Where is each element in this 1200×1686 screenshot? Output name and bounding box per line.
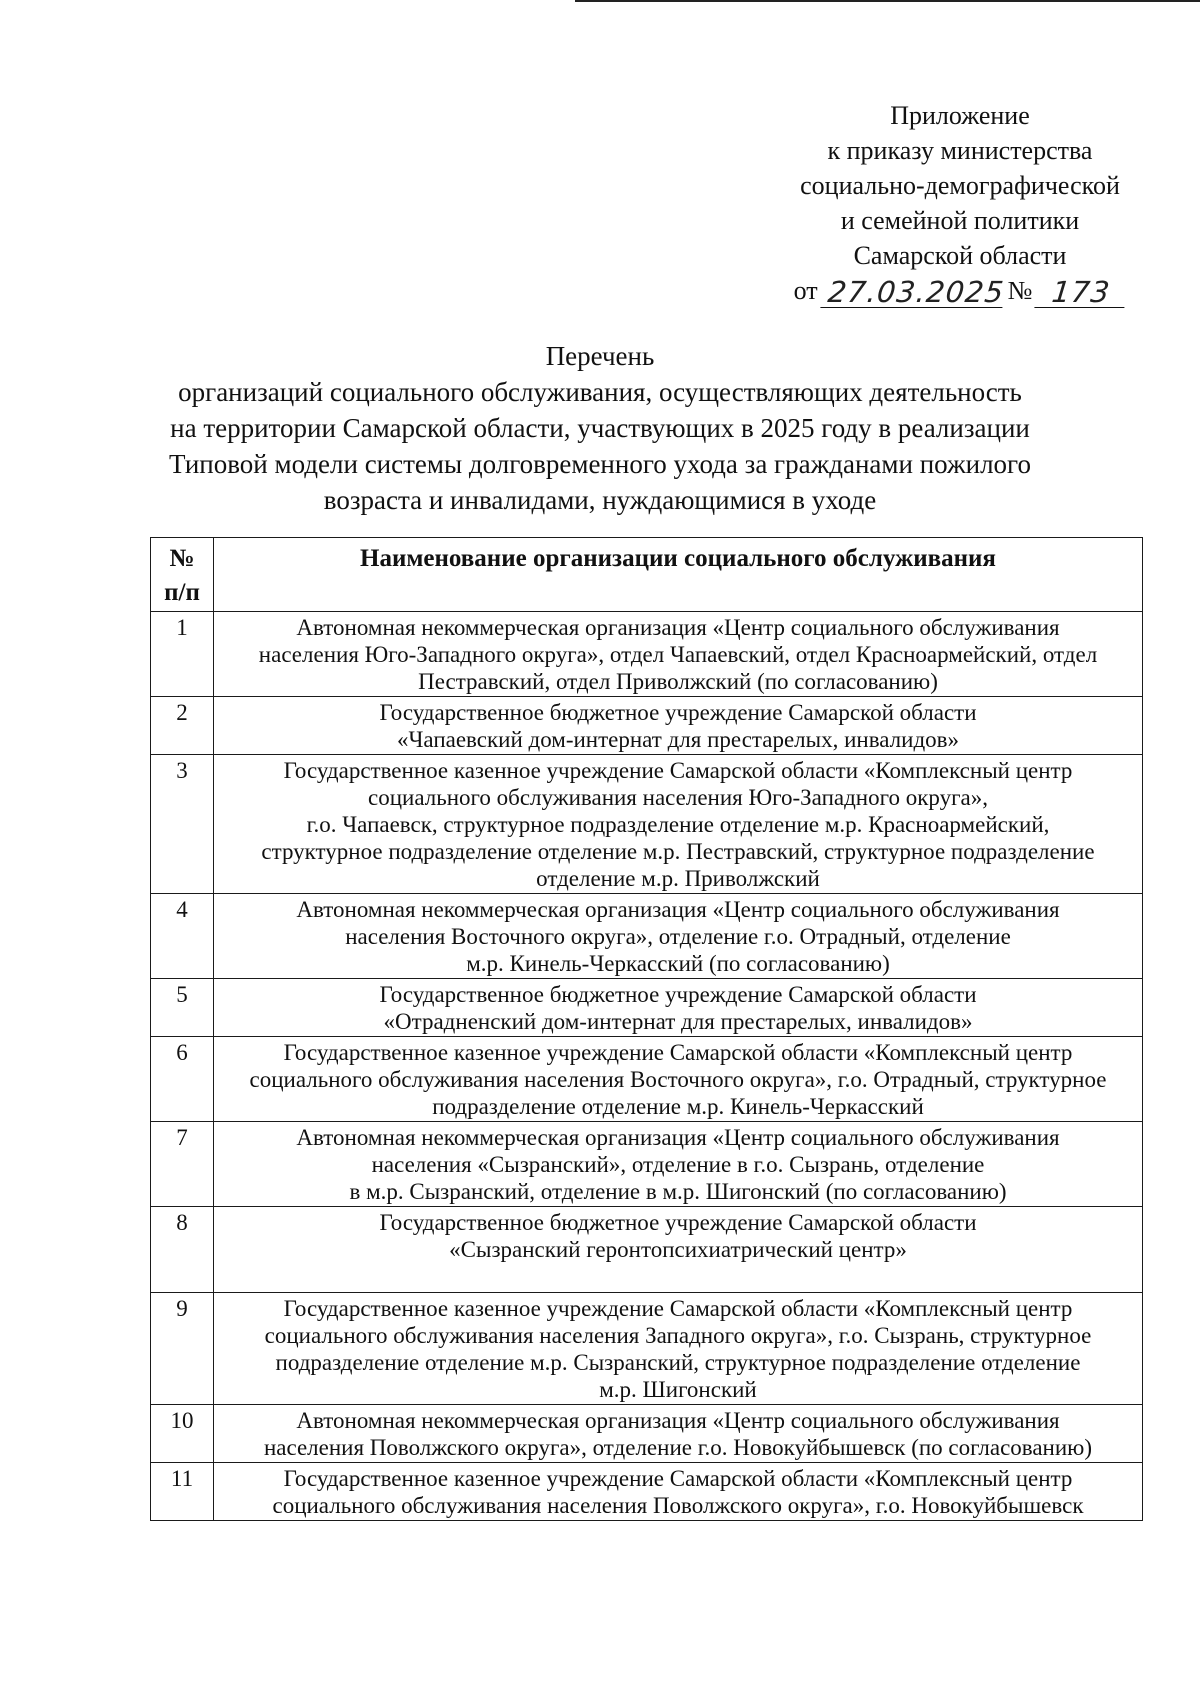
row-name-line: населения «Сызранский», отделение в г.о. Сызрань, отделение — [371, 1152, 985, 1177]
row-number-cell: 8 — [151, 1207, 214, 1293]
heading-line: организаций социального обслуживания, осуществляющих деятельность — [178, 377, 1022, 407]
row-name-line: Государственное бюджетное учреждение Самарской области — [379, 1210, 977, 1235]
header-number-cell — [151, 538, 214, 612]
row-number-cell: 2 — [151, 697, 214, 755]
table-row — [151, 979, 1143, 1037]
appendix-line: Самарской области — [853, 241, 1067, 270]
row-name-line: Пестравский, отдел Приволжский (по согласованию) — [418, 669, 938, 694]
number-sign: № — [1007, 276, 1033, 305]
row-name-line: социального обслуживания населения Восточного округа», г.о. Отрадный, структурное — [249, 1067, 1107, 1092]
row-name-line: «Чапаевский дом-интернат для престарелых, инвалидов» — [396, 727, 960, 752]
table-row — [151, 894, 1143, 979]
appendix-line: и семейной политики — [840, 206, 1080, 235]
header-name-cell: Наименование организации социального обслуживания — [214, 538, 1143, 612]
table-header-row — [151, 538, 1143, 612]
table-row — [151, 755, 1143, 894]
row-number-cell: 7 — [151, 1122, 214, 1207]
row-name-line: населения Восточного округа», отделение г.о. Отрадный, отделение — [345, 924, 1011, 949]
appendix-line: Приложение — [890, 101, 1030, 130]
row-name-line: населения Юго-Западного округа», отдел Чапаевский, отдел Красноармейский, отдел — [258, 642, 1098, 667]
table-row — [151, 612, 1143, 697]
row-name-line: подразделение отделение м.р. Кинель-Черкасский — [432, 1094, 924, 1119]
row-name-line: отделение м.р. Приволжский — [536, 866, 820, 891]
row-name-cell — [214, 979, 1143, 1037]
row-name-line: социального обслуживания населения Западного округа», г.о. Сызрань, структурное — [264, 1323, 1092, 1348]
heading-title: Перечень — [545, 341, 655, 371]
row-name-line: «Отрадненский дом-интернат для престарелых, инвалидов» — [383, 1009, 973, 1034]
row-number-cell: 10 — [151, 1405, 214, 1463]
table-row — [151, 1207, 1143, 1293]
scan-edge-line — [575, 0, 1200, 2]
document-heading — [130, 338, 1070, 518]
row-name-line: Государственное бюджетное учреждение Самарской области — [379, 700, 977, 725]
heading-line: на территории Самарской области, участвующих в 2025 году в реализации — [170, 413, 1030, 443]
row-number-cell: 3 — [151, 755, 214, 894]
row-name-cell — [214, 755, 1143, 894]
row-name-line: Государственное казенное учреждение Самарской области «Комплексный центр — [283, 1466, 1073, 1491]
row-name-line: Автономная некоммерческая организация «Центр социального обслуживания — [296, 615, 1060, 640]
row-name-cell — [214, 1122, 1143, 1207]
row-name-cell — [214, 1207, 1143, 1293]
row-name-line: Государственное казенное учреждение Самарской области «Комплексный центр — [283, 1040, 1073, 1065]
row-number-cell: 6 — [151, 1037, 214, 1122]
date-number-row — [760, 273, 1160, 308]
row-name-line: Государственное бюджетное учреждение Самарской области — [379, 982, 977, 1007]
appendix-block — [760, 98, 1160, 308]
row-name-line: «Сызранский геронтопсихиатрический центр» — [449, 1237, 907, 1262]
handwritten-date: 27.03.2025 — [820, 277, 1005, 308]
row-name-cell — [214, 1463, 1143, 1521]
row-name-line: м.р. Кинель-Черкасский (по согласованию) — [466, 951, 890, 976]
row-name-line: структурное подразделение отделение м.р. Пестравский, структурное подразделение — [261, 839, 1095, 864]
heading-line: Типовой модели системы долговременного ухода за гражданами пожилого — [169, 449, 1031, 479]
row-name-cell — [214, 1037, 1143, 1122]
table-row — [151, 1122, 1143, 1207]
row-name-cell — [214, 894, 1143, 979]
heading-line: возраста и инвалидами, нуждающимися в уходе — [323, 485, 877, 515]
row-name-line: в м.р. Сызранский, отделение в м.р. Шигонский (по согласованию) — [349, 1179, 1007, 1204]
row-name-line: м.р. Шигонский — [599, 1377, 757, 1402]
row-number-cell: 9 — [151, 1293, 214, 1405]
table-row — [151, 1037, 1143, 1122]
date-prefix: от — [793, 276, 818, 305]
row-name-line: населения Поволжского округа», отделение г.о. Новокуйбышевск (по согласованию) — [263, 1435, 1093, 1460]
appendix-line: социально-демографической — [800, 171, 1120, 200]
table-body — [151, 612, 1143, 1521]
row-name-line: Государственное казенное учреждение Самарской области «Комплексный центр — [283, 758, 1073, 783]
row-name-line: Автономная некоммерческая организация «Центр социального обслуживания — [296, 1408, 1060, 1433]
row-name-line: г.о. Чапаевск, структурное подразделение отделение м.р. Красноармейский, — [306, 812, 1050, 837]
table-row — [151, 1405, 1143, 1463]
row-number-cell: 1 — [151, 612, 214, 697]
row-name-line: подразделение отделение м.р. Сызранский, структурное подразделение отделение — [275, 1350, 1081, 1375]
row-number-cell: 5 — [151, 979, 214, 1037]
row-number-cell: 4 — [151, 894, 214, 979]
handwritten-number: 173 — [1035, 277, 1128, 308]
row-name-cell — [214, 612, 1143, 697]
header-number-sign: № — [169, 545, 195, 572]
table-row — [151, 1463, 1143, 1521]
appendix-line: к приказу министерства — [827, 136, 1093, 165]
table-row — [151, 1293, 1143, 1405]
row-number-cell: 11 — [151, 1463, 214, 1521]
row-name-line: Автономная некоммерческая организация «Центр социального обслуживания — [296, 897, 1060, 922]
organizations-table — [150, 537, 1143, 1521]
row-name-line: социального обслуживания населения Поволжского округа», г.о. Новокуйбышевск — [272, 1493, 1084, 1518]
row-name-line: Автономная некоммерческая организация «Центр социального обслуживания — [296, 1125, 1060, 1150]
header-number-abbr: п/п — [164, 579, 200, 606]
row-name-line: Государственное казенное учреждение Самарской области «Комплексный центр — [283, 1296, 1073, 1321]
row-name-cell — [214, 1293, 1143, 1405]
row-name-cell — [214, 1405, 1143, 1463]
row-name-line: социального обслуживания населения Юго-Западного округа», — [368, 785, 988, 810]
table-row — [151, 697, 1143, 755]
row-name-cell — [214, 697, 1143, 755]
